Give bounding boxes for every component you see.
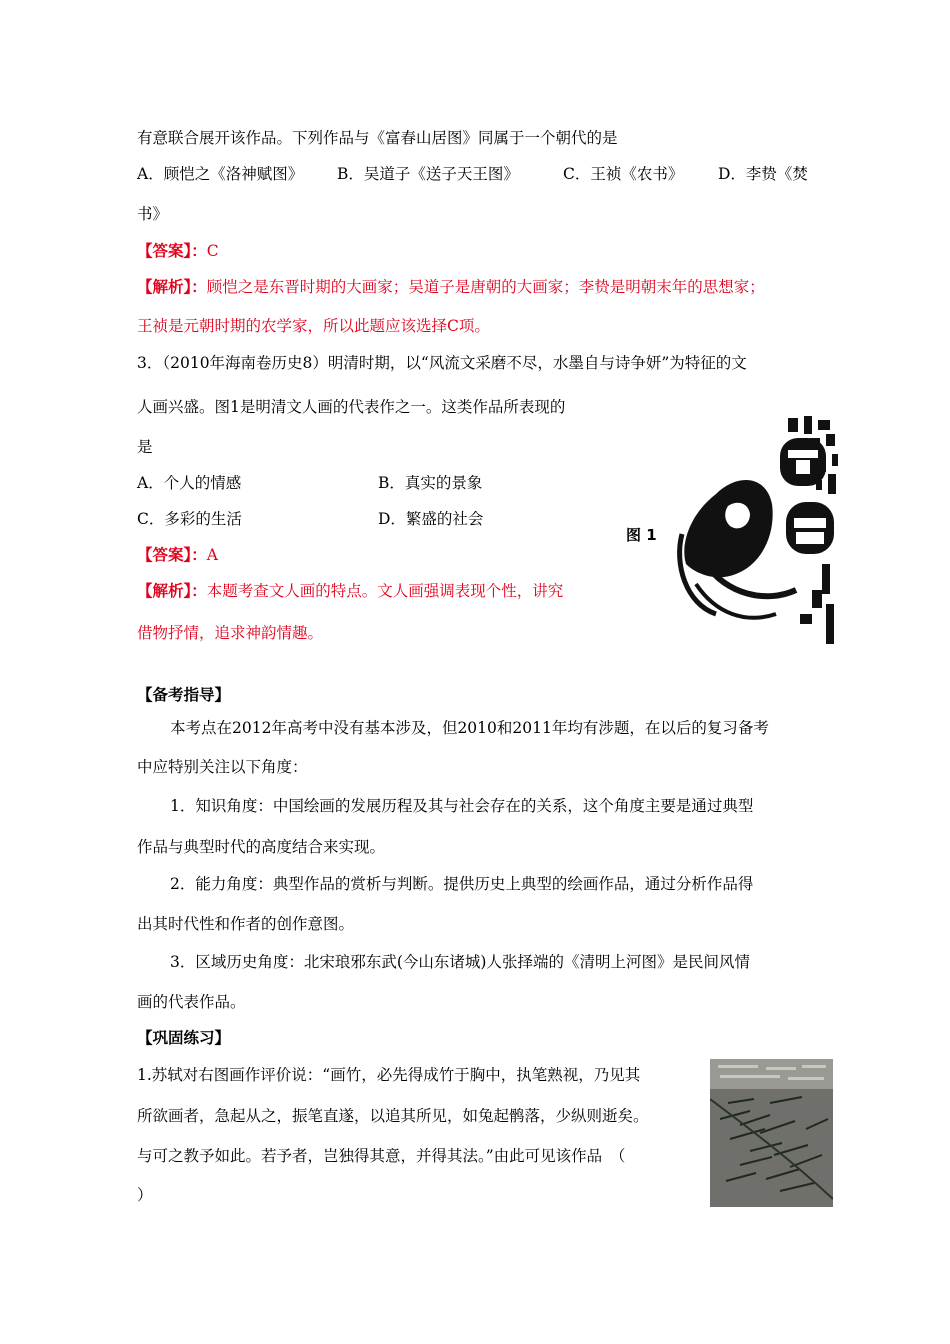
figure-1-ink-painting xyxy=(676,414,842,646)
guide-intro-1: 本考点在2012年高考中没有基本涉及，但2010和2011年均有涉题，在以后的复习备考 xyxy=(170,719,769,737)
q3-stem-2: 人画兴盛。图1是明清文人画的代表作之一。这类作品所表现的 xyxy=(137,398,566,416)
q3-option-a: A．个人的情感 xyxy=(137,474,242,492)
guide-intro-2: 中应特别关注以下角度： xyxy=(137,758,308,776)
q3-answer-value: A xyxy=(206,546,218,564)
seal-upper xyxy=(780,438,826,486)
guide-point-1-line-1: 1．知识角度：中国绘画的发展历程及其与社会存在的关系，这个角度主要是通过典型 xyxy=(170,797,754,815)
q2-answer-value: C xyxy=(206,242,219,260)
q2-stem-tail: 有意联合展开该作品。下列作品与《富春山居图》同属于一个朝代的是 xyxy=(137,129,618,147)
bird-figure xyxy=(680,480,796,618)
practice-q1-line-2: 所欲画者，急起从之，振笔直遂，以追其所见，如兔起鹘落，少纵则逝矣。 xyxy=(137,1107,649,1125)
q2-analysis-1 xyxy=(137,277,765,297)
guide-point-2-line-2: 出其时代性和作者的创作意图。 xyxy=(137,915,355,933)
q2-option-a: A．顾恺之《洛神赋图》 xyxy=(137,165,304,183)
q3-option-c: C．多彩的生活 xyxy=(137,510,242,528)
q3-option-d: D．繁盛的社会 xyxy=(378,510,484,528)
q3-analysis-2: 借物抒情，追求神韵情趣。 xyxy=(137,624,324,642)
guide-heading: 【备考指导】 xyxy=(137,685,231,704)
bamboo-painting-image xyxy=(710,1059,833,1207)
q3-analysis-text-1: 本题考查文人画的特点。文人画强调表现个性，讲究 xyxy=(206,582,564,600)
q3-analysis-1 xyxy=(137,581,563,601)
q2-option-d: D．李贽《焚 xyxy=(718,165,808,183)
q3-stem-3: 是 xyxy=(137,438,153,456)
q2-analysis-label: 【解析】： xyxy=(137,277,207,296)
q2-option-b: B．吴道子《送子天王图》 xyxy=(337,165,519,183)
branch-marks xyxy=(800,564,834,644)
q2-answer-label: 【答案】： xyxy=(137,241,207,260)
practice-q1-line-1: 1.苏轼对右图画作评价说：“画竹，必先得成竹于胸中，执笔熟视，乃见其 xyxy=(137,1066,641,1084)
q3-analysis-label: 【解析】： xyxy=(137,581,207,600)
guide-point-2-line-1: 2．能力角度：典型作品的赏析与判断。提供历史上典型的绘画作品，通过分析作品得 xyxy=(170,875,754,893)
practice-q1-line-3: 与可之教予如此。若予者，岂独得其意，并得其法。”由此可见该作品 （ xyxy=(137,1147,626,1165)
figure-1-label: 图 1 xyxy=(626,526,657,544)
q2-answer xyxy=(137,241,219,261)
q3-answer xyxy=(137,545,218,565)
q3-option-b: B．真实的景象 xyxy=(378,474,483,492)
guide-point-3-line-1: 3．区域历史角度：北宋琅邪东武(今山东诸城)人张择端的《清明上河图》是民间风情 xyxy=(170,953,750,971)
q2-analysis-text-1: 顾恺之是东晋时期的大画家；吴道子是唐朝的大画家；李贽是明朝末年的思想家； xyxy=(206,278,765,296)
q3-stem-1: 3．（2010年海南卷历史8）明清时期，以“风流文采磨不尽，水墨自与诗争妍”为特征的文 xyxy=(137,354,747,372)
guide-point-3-line-2: 画的代表作品。 xyxy=(137,993,246,1011)
guide-point-1-line-2: 作品与典型时代的高度结合来实现。 xyxy=(137,838,386,856)
practice-q1-line-4: ） xyxy=(137,1186,153,1204)
q2-analysis-2: 王祯是元朝时期的农学家，所以此题应该选择C项。 xyxy=(137,317,490,335)
q2-option-c: C．王祯《农书》 xyxy=(563,165,684,183)
q3-answer-label: 【答案】： xyxy=(137,545,207,564)
practice-heading: 【巩固练习】 xyxy=(137,1028,231,1047)
q2-option-d-cont: 书》 xyxy=(137,205,169,223)
seal-lower xyxy=(786,502,834,554)
